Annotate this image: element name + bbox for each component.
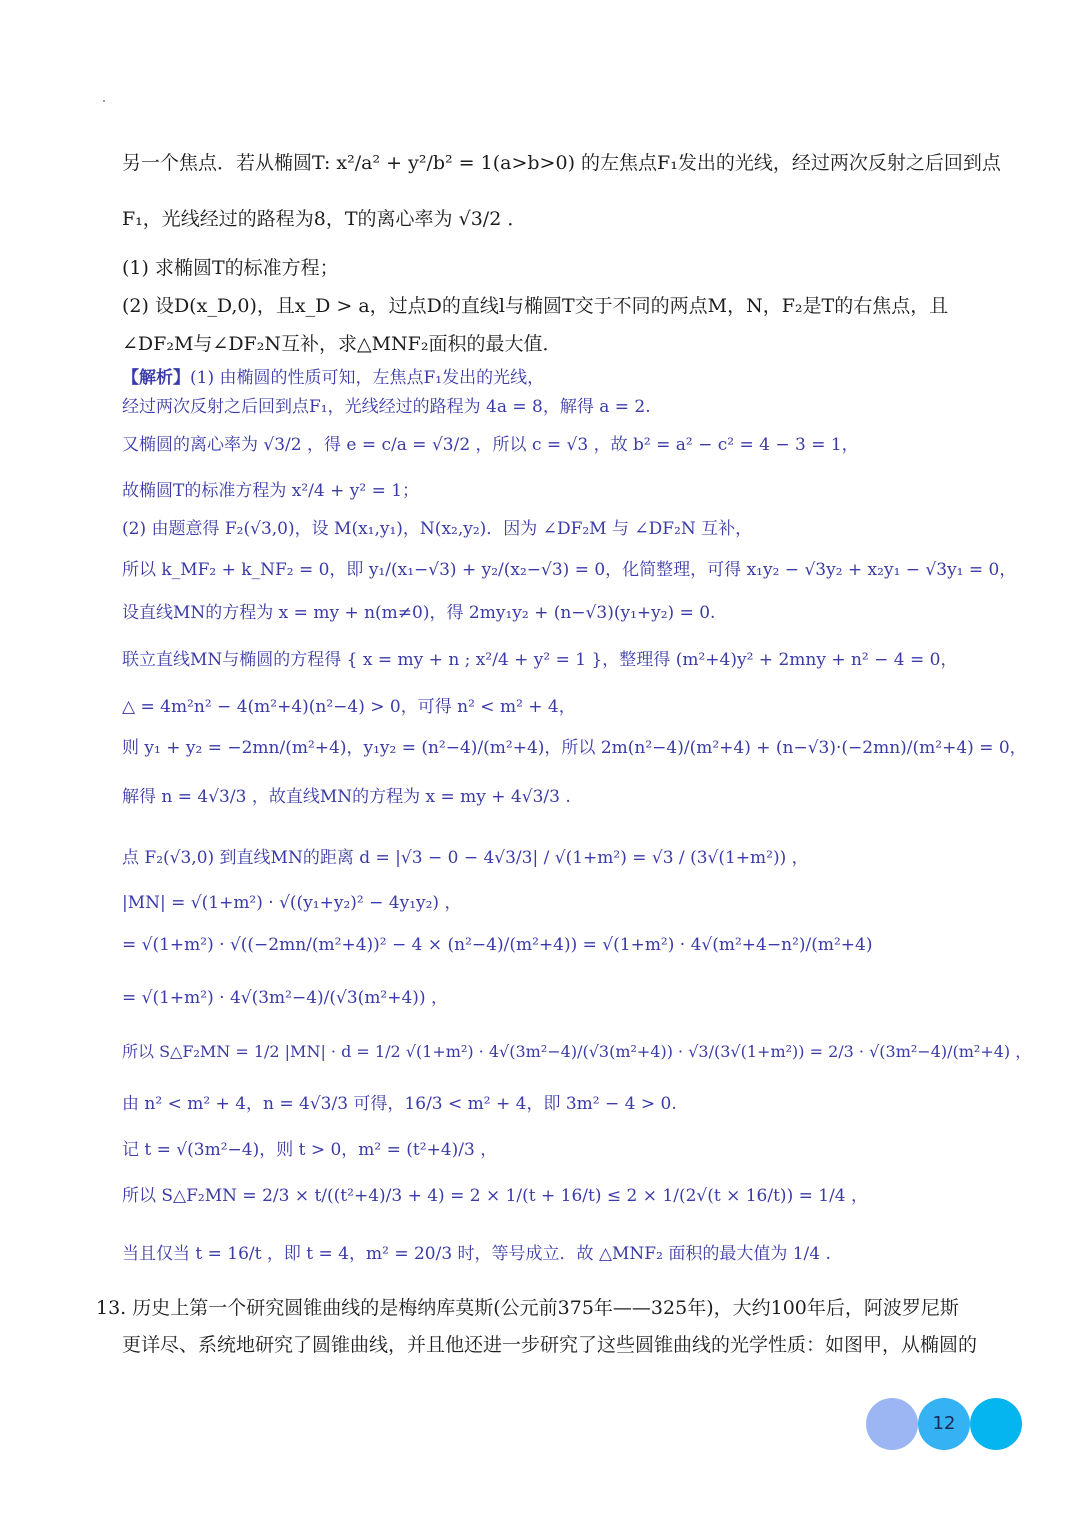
solution-line-11: 解得 n = 4√3/3 ，故直线MN的方程为 x = my + 4√3/3 .: [122, 787, 571, 807]
page-number-badge: [866, 1398, 1026, 1450]
page-number: 12: [932, 1413, 956, 1434]
problem-part2-a: (2) 设D(x_D,0)，且x_D > a，过点D的直线l与椭圆T交于不同的两点M，N，F₂是T的右焦点，且: [122, 295, 949, 317]
solution-line-19: 所以 S△F₂MN = 2/3 × t/((t²+4)/3 + 4) = 2 × 1/(t + 16/t) ≤ 2 × 1/(2√(t × 16/t)) = 1/4 ，: [122, 1186, 869, 1206]
solution-line-6: 所以 k_MF₂ + k_NF₂ = 0，即 y₁/(x₁−√3) + y₂/(x₂−√3) = 0，化简整理，可得 x₁y₂ − √3y₂ + x₂y₁ − √3y₁ = 0，: [122, 560, 1017, 580]
solution-line-4: 故椭圆T的标准方程为 x²/4 + y² = 1；: [122, 481, 420, 501]
problem13-line2: 更详尽、系统地研究了圆锥曲线，并且他还进一步研究了这些圆锥曲线的光学性质：如图甲，从椭圆的: [122, 1334, 978, 1356]
solution-line-17: 由 n² < m² + 4，n = 4√3/3 可得，16/3 < m² + 4，即 3m² − 4 > 0.: [122, 1094, 677, 1114]
solution-line-5: (2) 由题意得 F₂(√3,0)，设 M(x₁,y₁)，N(x₂,y₂)．因为 ∠DF₂M 与 ∠DF₂N 互补，: [122, 519, 753, 539]
solution-line-8: 联立直线MN与椭圆的方程得 { x = my + n ; x²/4 + y² = 1 }，整理得 (m²+4)y² + 2mny + n² − 4 = 0，: [122, 650, 958, 670]
solution-line-12: 点 F₂(√3,0) 到直线MN的距离 d = |√3 − 0 − 4√3/3| / √(1+m²) = √3 / (3√(1+m²)) ，: [122, 848, 809, 868]
solution-line-13: |MN| = √(1+m²) · √((y₁+y₂)² − 4y₁y₂) ，: [122, 893, 462, 913]
solution-line-18: 记 t = √(3m²−4)，则 t > 0，m² = (t²+4)/3 ，: [122, 1140, 498, 1160]
problem-intro-line1: 另一个焦点．若从椭圆T: x²/a² + y²/b² = 1(a>b>0) 的左焦点F₁发出的光线，经过两次反射之后回到点: [122, 152, 1001, 174]
badge-circle-right: [970, 1398, 1022, 1450]
solution-line-3: 又椭圆的离心率为 √3/2 ，得 e = c/a = √3/2 ，所以 c = √3 ，故 b² = a² − c² = 4 − 3 = 1，: [122, 435, 859, 455]
solution-line-7: 设直线MN的方程为 x = my + n(m≠0)，得 2my₁y₂ + (n−√3)(y₁+y₂) = 0.: [122, 603, 716, 623]
solution-line-2: 经过两次反射之后回到点F₁，光线经过的路程为 4a = 8，解得 a = 2.: [122, 397, 651, 417]
solution-tag: 【解析】: [122, 368, 190, 388]
solution-line-15: = √(1+m²) · 4√(3m²−4)/(√3(m²+4)) ，: [122, 988, 448, 1008]
problem13-line1: 13. 历史上第一个研究圆锥曲线的是梅纳库莫斯(公元前375年——325年)，大约100年后，阿波罗尼斯: [96, 1297, 959, 1319]
solution-line-9: △ = 4m²n² − 4(m²+4)(n²−4) > 0，可得 n² < m² + 4，: [122, 697, 576, 717]
problem-part1: (1) 求椭圆T的标准方程；: [122, 257, 339, 279]
problem-part2-b: ∠DF₂M与∠DF₂N互补，求△MNF₂面积的最大值．: [122, 333, 562, 355]
badge-circle-left: [866, 1398, 918, 1450]
solution-line-14: = √(1+m²) · √((−2mn/(m²+4))² − 4 × (n²−4)/(m²+4)) = √(1+m²) · 4√(m²+4−n²)/(m²+4): [122, 935, 873, 955]
solution-line-text: (1) 由椭圆的性质可知，左焦点F₁发出的光线，: [190, 368, 545, 388]
solution-line-1: [122, 368, 544, 388]
problem-intro-line2: F₁，光线经过的路程为8，T的离心率为 √3/2 ．: [122, 208, 527, 230]
solution-line-20: 当且仅当 t = 16/t ，即 t = 4，m² = 20/3 时，等号成立．故 △MNF₂ 面积的最大值为 1/4 .: [122, 1244, 831, 1264]
solution-line-10: 则 y₁ + y₂ = −2mn/(m²+4)，y₁y₂ = (n²−4)/(m²+4)，所以 2m(n²−4)/(m²+4) + (n−√3)·(−2mn)/(m²+4) = 0，: [122, 738, 1027, 758]
solution-line-16: 所以 S△F₂MN = 1/2 |MN| · d = 1/2 √(1+m²) · 4√(3m²−4)/(√3(m²+4)) · √3/(3√(1+m²)) = 2/3 · √(3m²−4)/(m²+4) ，: [122, 1042, 1032, 1061]
scan-dot: [103, 100, 105, 102]
